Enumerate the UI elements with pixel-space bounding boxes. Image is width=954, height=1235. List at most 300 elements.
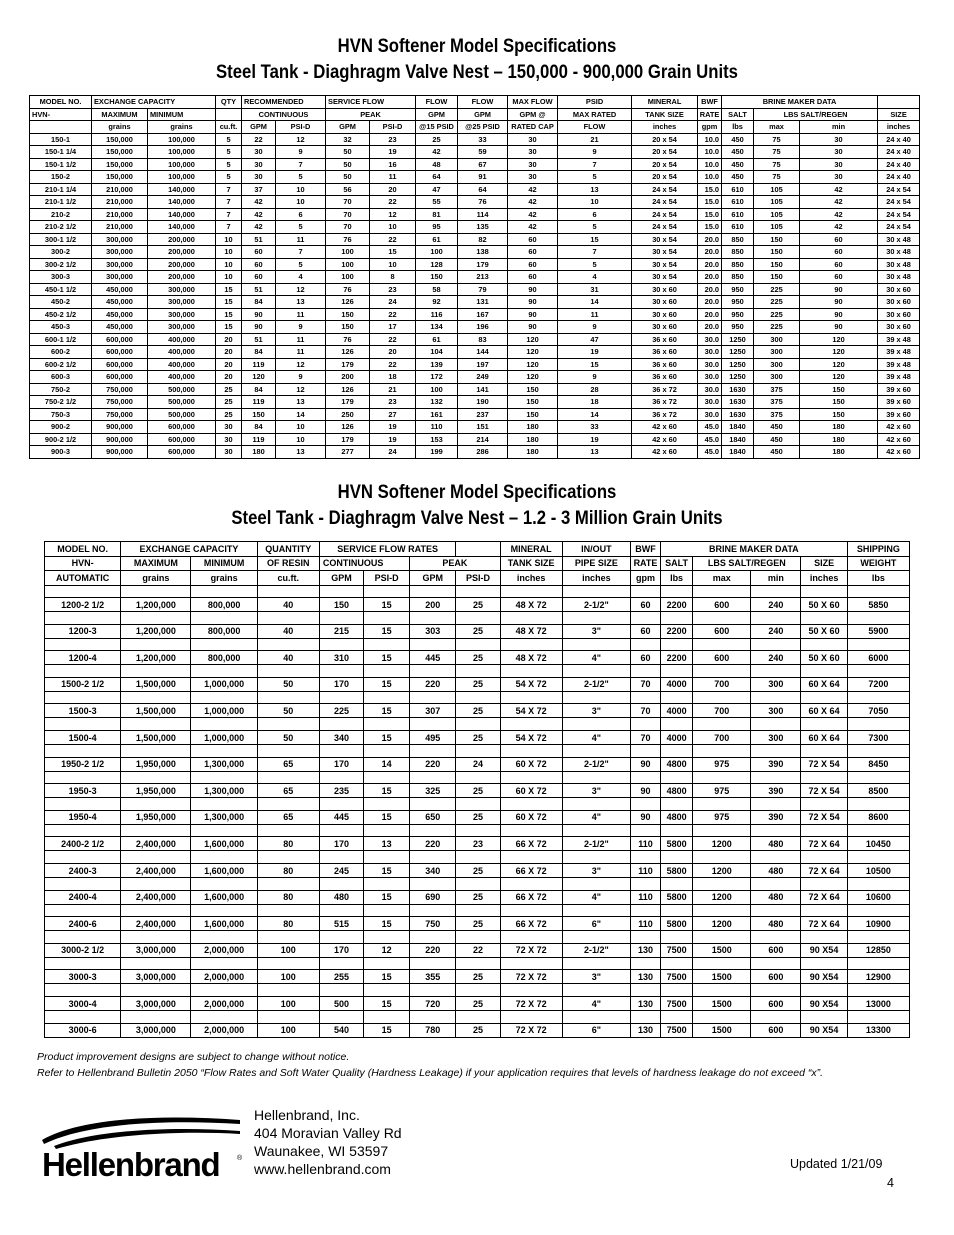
empty-cell [319,612,363,625]
table-cell: 15 [364,624,410,638]
table-cell: 100 [416,383,458,396]
table1-title-line2: Steel Tank - Diaghragm Valve Nest – 150,000 - 900,000 Grain Units [216,62,738,83]
col-header: SALT [661,556,693,571]
table-cell: 180 [800,421,878,434]
table-cell: 2,000,000 [191,943,257,957]
table-cell: 3" [562,704,630,718]
empty-cell [500,665,562,678]
empty-cell [500,931,562,944]
table-cell: 1250 [722,333,754,346]
table-cell: 249 [458,371,508,384]
table-cell: 60 [508,258,558,271]
table-cell: 500,000 [148,396,216,409]
table-cell: 1,500,000 [121,704,191,718]
table-cell: 2200 [661,651,693,665]
empty-cell [562,585,630,598]
table-cell: 42 [800,183,878,196]
table-cell: 72 X 72 [500,943,562,957]
table-cell: 42 [508,183,558,196]
table-row [30,158,920,171]
table-cell: 450 [722,133,754,146]
empty-cell [364,1011,410,1024]
table-cell: 11 [276,233,326,246]
table-cell: 60 [630,651,660,665]
table-cell: 14 [558,408,632,421]
table-cell: 150,000 [92,133,148,146]
empty-cell [661,745,693,758]
table-cell: 310 [319,651,363,665]
table-cell: 480 [319,890,363,904]
table-cell: 1840 [722,433,754,446]
col-header: CONTINUOUS [319,556,409,571]
table-cell: 131 [458,296,508,309]
table-cell: 200 [326,371,370,384]
empty-cell [630,665,660,678]
table-cell: 15 [364,864,410,878]
table-cell: 5 [216,133,242,146]
table-row [45,1023,910,1037]
empty-cell [45,585,121,598]
table-cell: 59 [458,146,508,159]
table-cell: 690 [410,890,456,904]
empty-cell [45,931,121,944]
table-cell: 300 [754,358,800,371]
table-cell: 20 [216,371,242,384]
unit-header: lbs [661,571,693,586]
table-cell: 600,000 [92,333,148,346]
table-cell: 50 [257,704,319,718]
table-cell: 150 [416,271,458,284]
table-cell: 22 [370,196,416,209]
table-cell: 60 [630,624,660,638]
empty-cell [751,984,801,997]
empty-cell [562,612,630,625]
table-cell: 300 [751,731,801,745]
table-row [30,396,920,409]
empty-cell [364,957,410,970]
table-cell: 600,000 [148,421,216,434]
empty-cell [801,638,847,651]
table-cell: 375 [754,383,800,396]
table-cell: 2-1/2" [562,943,630,957]
table-cell: 9 [558,371,632,384]
empty-cell [661,798,693,811]
table1-header-row1 [30,96,920,109]
empty-cell [751,824,801,837]
table-cell: 600 [751,997,801,1011]
table-cell: 36 x 72 [632,408,698,421]
spacer-row [45,612,910,625]
table-cell: 50 X 60 [801,598,847,612]
table-cell: 450 [722,146,754,159]
empty-cell [121,1011,191,1024]
col-header: EXCHANGE CAPACITY [121,542,257,557]
col-header [216,108,242,121]
unit-header: FLOW [558,121,632,134]
table-row [30,421,920,434]
table-cell: 42 [416,146,458,159]
table-cell: 215 [319,624,363,638]
empty-cell [45,851,121,864]
table-cell: 180 [508,446,558,459]
model-number-cell: 2400-4 [45,890,121,904]
table-cell: 1,500,000 [121,677,191,691]
table-cell: 200,000 [148,246,216,259]
table-cell: 11 [276,333,326,346]
unit-header: GPM [326,121,370,134]
empty-cell [500,1011,562,1024]
table-cell: 5 [216,158,242,171]
table-cell: 6 [558,208,632,221]
model-number-cell: 900-2 [30,421,92,434]
table-cell: 2200 [661,598,693,612]
table-cell: 235 [319,784,363,798]
table-cell: 90 [242,308,276,321]
empty-cell [693,824,751,837]
table-cell: 20.0 [698,283,722,296]
table-cell: 500,000 [148,383,216,396]
model-number-cell: 300-2 [30,246,92,259]
table-cell: 61 [416,333,458,346]
empty-cell [500,771,562,784]
table-cell: 14 [364,757,410,771]
empty-cell [191,824,257,837]
table-cell: 220 [410,757,456,771]
table-cell: 90 X54 [801,1023,847,1037]
table-cell: 110 [630,864,660,878]
table-cell: 225 [319,704,363,718]
unit-header: grains [92,121,148,134]
table-cell: 36 x 72 [632,383,698,396]
table-cell: 144 [458,346,508,359]
empty-cell [661,824,693,837]
empty-cell [364,904,410,917]
table-cell: 150 [319,598,363,612]
table1-title-line1: HVN Softener Model Specifications [337,36,617,57]
col-header: TANK SIZE [500,556,562,571]
model-number-cell: 900-3 [30,446,92,459]
table-row [45,917,910,931]
empty-cell [121,851,191,864]
model-number-cell: 150-1 1/2 [30,158,92,171]
col-header: PEAK [326,108,416,121]
col-header: SHIPPING [847,542,909,557]
empty-cell [45,745,121,758]
empty-cell [847,718,909,731]
table-cell: 40 [257,651,319,665]
empty-cell [121,718,191,731]
empty-cell [801,957,847,970]
model-number-cell: 210-1 1/4 [30,183,92,196]
empty-cell [364,638,410,651]
table-cell: 450 [722,158,754,171]
table-cell: 325 [410,784,456,798]
table-cell: 30 x 60 [878,283,920,296]
empty-cell [45,878,121,891]
table-cell: 23 [370,283,416,296]
table-cell: 100,000 [148,133,216,146]
table-cell: 48 X 72 [500,624,562,638]
col-header [456,542,500,557]
table-row [45,864,910,878]
table-cell: 20 [216,333,242,346]
empty-cell [45,638,121,651]
table-cell: 42 [800,196,878,209]
empty-cell [364,931,410,944]
empty-cell [562,957,630,970]
table-cell: 2,400,000 [121,837,191,851]
col-header: SIZE [801,556,847,571]
table-cell: 900,000 [92,433,148,446]
unit-header: GPM [242,121,276,134]
table-cell: 1630 [722,408,754,421]
empty-cell [562,904,630,917]
table-cell: 190 [458,396,508,409]
empty-cell [121,957,191,970]
table-cell: 42 x 60 [632,421,698,434]
table-row [45,757,910,771]
empty-cell [630,904,660,917]
table-row [30,146,920,159]
col-header: FLOW [416,96,458,109]
table-cell: 7 [216,208,242,221]
table-cell: 214 [458,433,508,446]
unit-header: PSI-D [364,571,410,586]
empty-cell [630,745,660,758]
table-cell: 72 X 72 [500,997,562,1011]
table-cell: 42 [242,208,276,221]
table-cell: 700 [693,704,751,718]
table-cell: 600 [751,970,801,984]
table-cell: 700 [693,677,751,691]
table-cell: 19 [558,346,632,359]
unit-header: max [693,571,751,586]
empty-cell [751,665,801,678]
table-cell: 700 [693,731,751,745]
table-cell: 42 x 60 [878,421,920,434]
table-cell: 25 [456,704,500,718]
model-number-cell: 600-3 [30,371,92,384]
empty-cell [500,851,562,864]
table-cell: 13 [276,446,326,459]
table-row [30,321,920,334]
table-cell: 120 [800,358,878,371]
unit-header: min [800,121,878,134]
table-cell: 340 [410,864,456,878]
model-number-cell: 750-3 [30,408,92,421]
empty-cell [456,851,500,864]
table-cell: 300,000 [92,271,148,284]
empty-cell [45,718,121,731]
table-cell: 42 x 60 [632,446,698,459]
table-cell: 30 x 54 [632,233,698,246]
table-cell: 277 [326,446,370,459]
empty-cell [847,904,909,917]
table-cell: 120 [508,371,558,384]
table-cell: 150 [800,396,878,409]
table-cell: 30.0 [698,358,722,371]
table-cell: 7 [558,246,632,259]
table-cell: 495 [410,731,456,745]
table-cell: 9 [276,371,326,384]
table-cell: 220 [410,677,456,691]
table-cell: 13 [276,296,326,309]
table-cell: 170 [319,837,363,851]
table-cell: 540 [319,1023,363,1037]
table-cell: 132 [416,396,458,409]
empty-cell [410,585,456,598]
table-cell: 15 [364,890,410,904]
table-cell: 10 [216,271,242,284]
col-header: GPM [416,108,458,121]
model-number-cell: 450-1 1/2 [30,283,92,296]
model-number-cell: 450-2 [30,296,92,309]
table-cell: 90 [508,308,558,321]
table-cell: 110 [630,837,660,851]
table-cell: 1,000,000 [191,677,257,691]
table-cell: 64 [458,183,508,196]
table-cell: 445 [410,651,456,665]
table-cell: 1840 [722,421,754,434]
table-cell: 450,000 [92,283,148,296]
table-cell: 7 [276,246,326,259]
table-cell: 480 [751,890,801,904]
company-website[interactable]: www.hellenbrand.com [254,1161,391,1177]
table-cell: 64 [416,171,458,184]
empty-cell [456,824,500,837]
table-cell: 30 x 60 [632,283,698,296]
empty-cell [121,585,191,598]
table-cell: 1250 [722,371,754,384]
table-cell: 4" [562,810,630,824]
empty-cell [121,612,191,625]
table-cell: 141 [458,383,508,396]
table-cell: 30 [216,446,242,459]
table-cell: 10.0 [698,146,722,159]
table-cell: 20 [370,346,416,359]
empty-cell [562,798,630,811]
table-cell: 100 [326,271,370,284]
table-cell: 450,000 [92,321,148,334]
empty-cell [456,665,500,678]
empty-cell [661,718,693,731]
empty-cell [456,878,500,891]
table-cell: 4 [276,271,326,284]
table-cell: 950 [722,283,754,296]
empty-cell [801,585,847,598]
table-cell: 25 [216,408,242,421]
unit-header: cu.ft. [257,571,319,586]
empty-cell [456,718,500,731]
table-cell: 128 [416,258,458,271]
table-row [30,258,920,271]
empty-cell [257,638,319,651]
table-cell: 25 [456,997,500,1011]
table-cell: 975 [693,810,751,824]
empty-cell [257,585,319,598]
empty-cell [661,904,693,917]
table-cell: 390 [751,757,801,771]
table-cell: 10 [370,221,416,234]
table-cell: 70 [326,208,370,221]
empty-cell [562,638,630,651]
empty-cell [661,691,693,704]
empty-cell [801,824,847,837]
table-cell: 7500 [661,943,693,957]
table-cell: 90 [630,784,660,798]
empty-cell [364,824,410,837]
col-header: CONTINUOUS [242,108,326,121]
table-cell: 240 [751,651,801,665]
table-cell: 24 x 54 [878,183,920,196]
table-cell: 4" [562,997,630,1011]
table-cell: 1630 [722,383,754,396]
table-cell: 24 x 54 [632,196,698,209]
empty-cell [847,585,909,598]
hellenbrand-logo [40,1112,245,1182]
table-row [30,208,920,221]
page-number: 4 [887,1176,894,1190]
table-cell: 56 [326,183,370,196]
table-cell: 79 [458,283,508,296]
table-cell: 12900 [847,970,909,984]
table-cell: 307 [410,704,456,718]
table-cell: 150,000 [92,146,148,159]
empty-cell [456,745,500,758]
table-cell: 15 [216,296,242,309]
empty-cell [847,878,909,891]
empty-cell [257,691,319,704]
table-cell: 140,000 [148,196,216,209]
table-cell: 17 [370,321,416,334]
table-cell: 170 [319,677,363,691]
table-cell: 116 [416,308,458,321]
table-cell: 11 [276,346,326,359]
empty-cell [257,771,319,784]
spec-table-small-units [29,95,920,459]
table-cell: 20 [370,183,416,196]
model-number-cell: 450-2 1/2 [30,308,92,321]
empty-cell [410,718,456,731]
table-cell: 83 [458,333,508,346]
table-cell: 119 [242,396,276,409]
col-header: SERVICE FLOW RATES [319,542,455,557]
table-cell: 180 [800,433,878,446]
table-cell: 84 [242,346,276,359]
table-row [30,383,920,396]
table-cell: 42 [508,208,558,221]
unit-header: gpm [630,571,660,586]
table-row [30,233,920,246]
table-cell: 30 x 48 [878,233,920,246]
table-cell: 36 x 72 [632,396,698,409]
table-cell: 255 [319,970,363,984]
col-header: SIZE [878,108,920,121]
table-cell: 15 [364,970,410,984]
table-row [30,133,920,146]
table-cell: 24 x 40 [878,133,920,146]
empty-cell [410,931,456,944]
empty-cell [121,931,191,944]
table-cell: 42 [800,221,878,234]
table-cell: 90 [508,296,558,309]
empty-cell [751,931,801,944]
empty-cell [45,665,121,678]
table-cell: 10 [276,433,326,446]
table-cell: 12850 [847,943,909,957]
table-row [45,598,910,612]
logo-wordmark: Hellenbrand [42,1146,220,1182]
